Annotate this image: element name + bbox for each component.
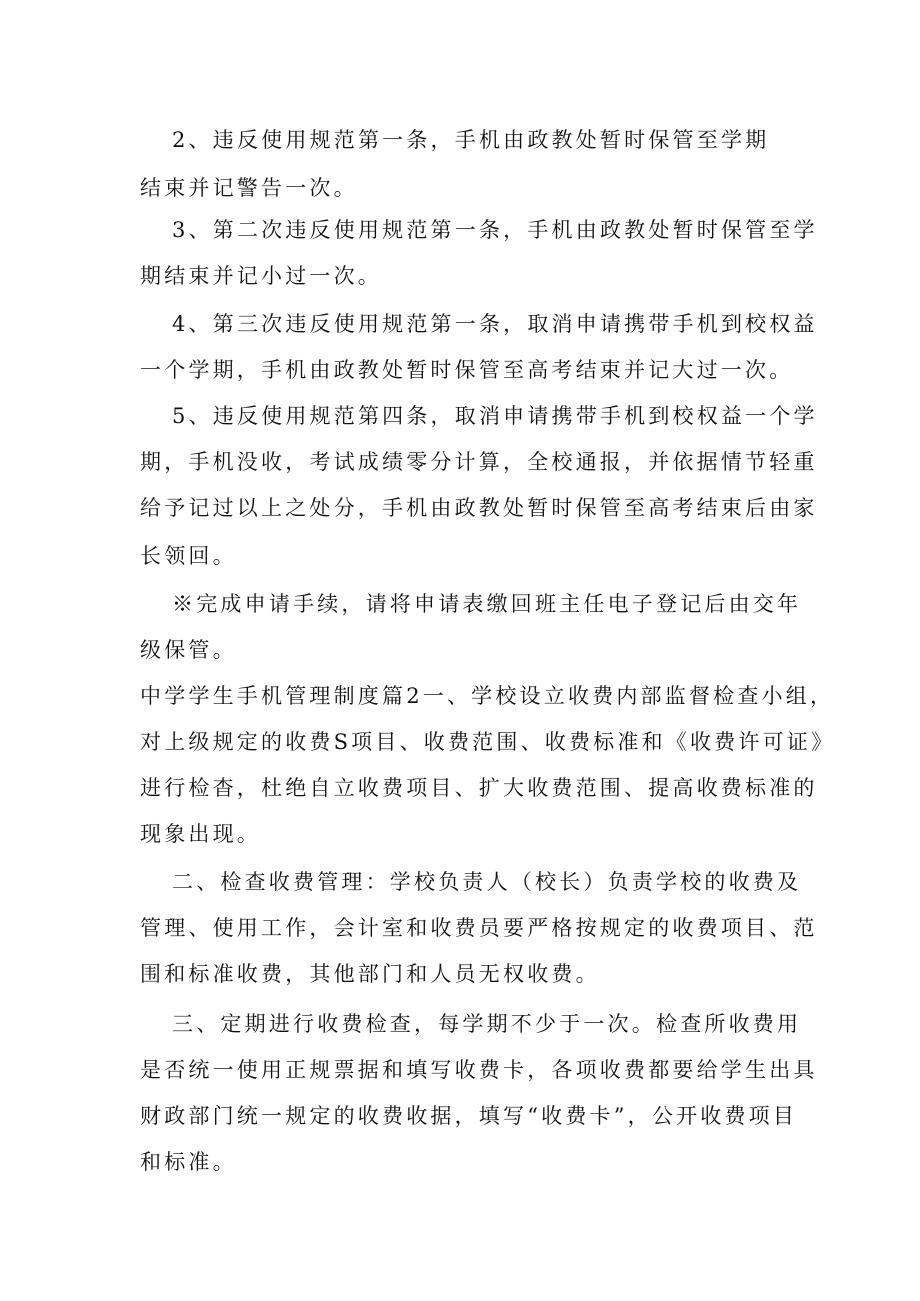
text-line: 现象出现。 xyxy=(140,822,261,846)
text-line: 对上级规定的收费S项目、收费范围、收费标准和《收费许可证》 xyxy=(140,730,836,754)
text-line: 3、第二次违反使用规范第一条，手机由政教处暂时保管至学 xyxy=(172,218,818,242)
text-line: 围和标准收费，其他部门和人员无权收费。 xyxy=(140,962,600,986)
text-line: 二、检查收费管理：学校负责人（校长）负责学校的收费及 xyxy=(172,870,802,894)
text-line: 期，手机没收，考试成绩零分计算，全校通报，并依据情节轻重 xyxy=(140,450,818,474)
text-line: ※完成申请手续，请将申请表缴回班主任电子登记后由交年 xyxy=(172,592,802,616)
text-line: 长领回。 xyxy=(140,544,237,568)
text-line: 5、违反使用规范第四条，取消申请携带手机到校权益一个学 xyxy=(172,404,818,428)
text-line: 和标准。 xyxy=(140,1150,237,1174)
text-line: 财政部门统一规定的收费收据，填写“收费卡”，公开收费项目 xyxy=(140,1104,798,1128)
text-line: 管理、使用工作，会计室和收费员要严格按规定的收费项目、范 xyxy=(140,916,818,940)
text-line: 给予记过以上之处分，手机由政教处暂时保管至高考结束后由家 xyxy=(140,496,818,520)
text-line: 一个学期，手机由政教处暂时保管至高考结束并记大过一次。 xyxy=(140,358,794,382)
text-line: 结束并记警告一次。 xyxy=(140,176,358,200)
text-line: 4、第三次违反使用规范第一条，取消申请携带手机到校权益 xyxy=(172,312,818,336)
text-line: 2、违反使用规范第一条，手机由政教处暂时保管至学期 xyxy=(172,128,770,152)
text-line: 期结束并记小过一次。 xyxy=(140,264,382,288)
text-line: 进行检杳，杜绝自立收费项目、扩大收费范围、提高收费标准的 xyxy=(140,776,818,800)
text-line: 中学学生手机管理制度篇2一、学校设立收费内部监督检查小组， xyxy=(140,684,835,708)
text-line: 级保管。 xyxy=(140,638,237,662)
text-line: 是否统一使用正规票据和填写收费卡，各项收费都要给学生出具 xyxy=(140,1058,818,1082)
text-line: 三、定期进行收费检查，每学期不少于一次。检查所收费用 xyxy=(172,1012,802,1036)
